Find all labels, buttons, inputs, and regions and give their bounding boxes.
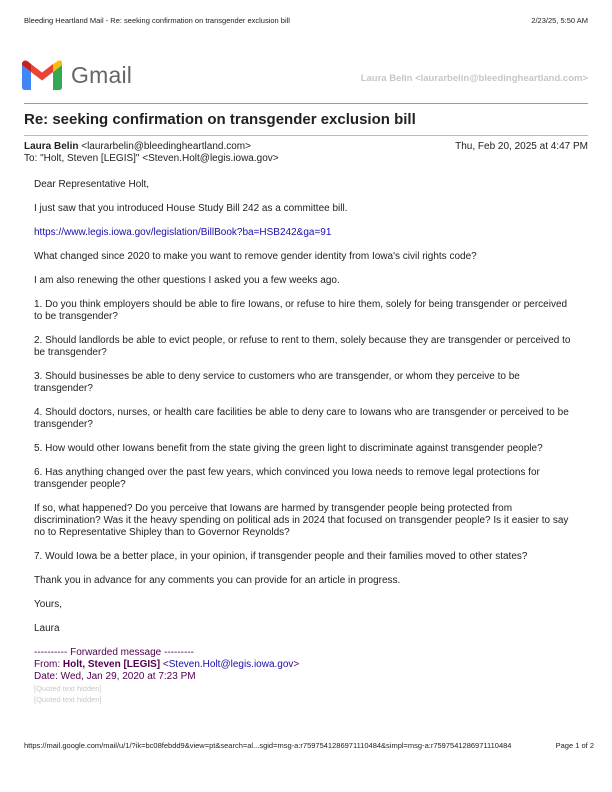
message-date: Thu, Feb 20, 2025 at 4:47 PM [455, 141, 588, 152]
forwarded-separator: ---------- Forwarded message --------- [34, 647, 194, 658]
forwarded-email-open: < [160, 659, 169, 670]
sender-name: Laura Belin [24, 141, 79, 152]
print-timestamp: 2/23/25, 5:50 AM [531, 16, 588, 25]
link-paragraph [34, 227, 572, 239]
greeting: Dear Representative Holt, [34, 179, 150, 190]
question-3: 3. Should businesses be able to deny service to customers who are transgender, or whom they perceive to be transgender? [34, 371, 520, 394]
quoted-text-toggle[interactable]: [Quoted text hidden] [34, 695, 102, 704]
forwarded-from-name: Holt, Steven [LEGIS] [62, 659, 161, 670]
forwarded-from-email[interactable]: Steven.Holt@legis.iowa.gov [168, 659, 294, 670]
quoted-text-toggle[interactable]: [Quoted text hidden] [34, 684, 102, 693]
recipient-line: To: "Holt, Steven [LEGIS]" <Steven.Holt@legis.iowa.gov> [24, 153, 279, 164]
question-2: 2. Should landlords be able to evict people, or refuse to rent to them, solely because they are transgender or perceived to be transgender? [34, 335, 571, 358]
thanks-paragraph: Thank you in advance for any comments you can provide for an article in progress. [34, 575, 401, 586]
page-number: Page 1 of 2 [555, 741, 594, 750]
email-subject: Re: seeking confirmation on transgender exclusion bill [24, 111, 416, 128]
print-footer [24, 741, 594, 750]
gmail-logo-icon [22, 60, 62, 90]
question-5: 5. How would other Iowans benefit from the state giving the green light to discriminate against transgender people? [34, 443, 543, 454]
subject-divider [24, 135, 588, 136]
forwarded-email-close: > [293, 659, 300, 670]
print-header [24, 16, 588, 25]
forwarded-from [34, 659, 572, 671]
closing: Yours, [34, 599, 62, 610]
header-divider [24, 103, 588, 104]
sender [24, 141, 251, 152]
body-paragraph: I just saw that you introduced House Study Bill 242 as a committee bill. [34, 203, 348, 214]
forwarded-from-label: From: [34, 659, 63, 670]
bill-link[interactable]: https://www.legis.iowa.gov/legislation/BillBook?ba=HSB242&ga=91 [34, 227, 332, 238]
account-label: Laura Belin <laurarbelin@bleedingheartland.com> [360, 72, 588, 84]
logo-row [22, 58, 588, 92]
gmail-logo-text: Gmail [71, 61, 133, 88]
message-body [34, 179, 572, 705]
question-6: 6. Has anything changed over the past few years, which convinced you Iowa needs to remove legal protections for transgender people? [34, 467, 540, 490]
print-title: Bleeding Heartland Mail - Re: seeking confirmation on transgender exclusion bill [24, 16, 290, 25]
sender-email: <laurarbelin@bleedingheartland.com> [81, 141, 251, 152]
question-1: 1. Do you think employers should be able to fire Iowans, or refuse to hire them, solely for being transgender or perceived to be transgender? [34, 299, 568, 322]
forwarded-date: Date: Wed, Jan 29, 2020 at 7:23 PM [34, 671, 196, 682]
print-url: https://mail.google.com/mail/u/1/?ik=bc08febdd9&view=pt&search=al...sgid=msg-a:r7597541286971110484&simpl=msg-a:r7597541286971110484 [24, 741, 512, 750]
question-6-followup: If so, what happened? Do you perceive that Iowans are harmed by transgender people being protected from discrimination? Was it the heavy spending on political ads in 2024 that focused on transgender people? Is it easier to say no to Representative Shipley than to Governor Reynolds? [34, 503, 569, 538]
body-paragraph: I am also renewing the other questions I asked you a few weeks ago. [34, 275, 340, 286]
signature: Laura [34, 623, 60, 634]
forwarded-message-header [34, 647, 572, 683]
gmail-logo[interactable] [22, 60, 132, 90]
body-paragraph: What changed since 2020 to make you want to remove gender identity from Iowa's civil rights code? [34, 251, 477, 262]
question-7: 7. Would Iowa be a better place, in your opinion, if transgender people and their families moved to other states? [34, 551, 528, 562]
message-header [24, 141, 588, 152]
question-4: 4. Should doctors, nurses, or health care facilities be able to deny care to Iowans who are transgender or perceived to be transgender? [34, 407, 569, 430]
